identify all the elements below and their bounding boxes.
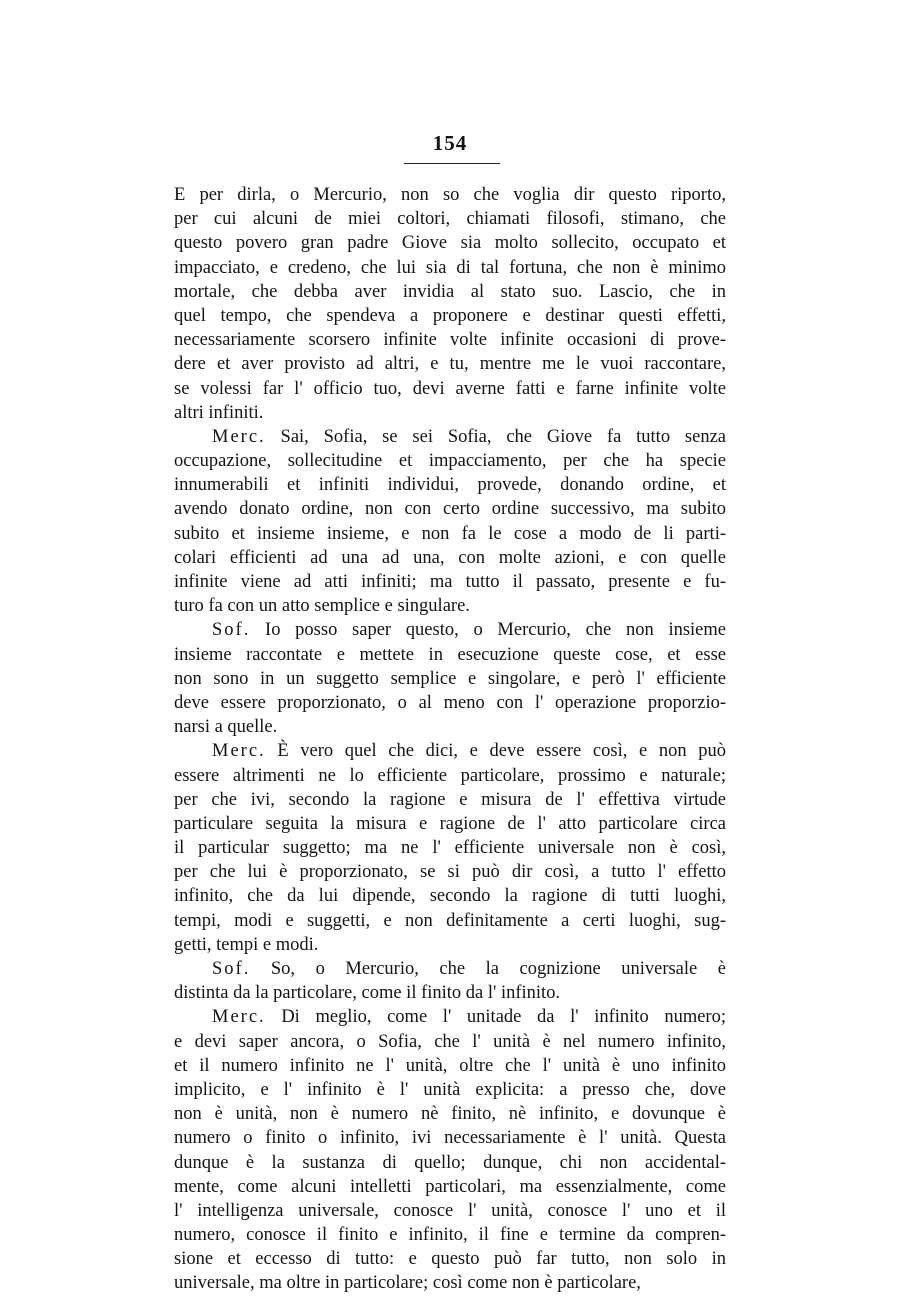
text-line — [174, 425, 726, 449]
text-line — [174, 352, 726, 376]
text-line — [174, 497, 726, 521]
line-text: non è unità, non è numero nè finito, nè infinito, e dovunque è — [174, 1104, 726, 1125]
text-line — [174, 546, 726, 570]
line-text: universale, ma oltre in particolare; così come non è particolare, — [174, 1273, 641, 1294]
line-text: particulare seguita la misura e ragione de l' atto particolare circa — [174, 813, 726, 834]
line-text: So, o Mercurio, che la cognizione universale è — [270, 959, 726, 979]
text-line — [174, 836, 726, 860]
line-text: distinta da la particolare, come il finito da l' infinito. — [174, 983, 561, 1004]
line-text: infinite viene ad atti infiniti; ma tutto il passato, presente e fu- — [174, 572, 726, 592]
text-line — [174, 183, 726, 207]
line-text: getti, tempi e modi. — [174, 934, 319, 955]
line-text: questo povero gran padre Giove sia molto sollecito, occupato et — [174, 233, 726, 254]
line-text: se volessi far l' officio tuo, devi averne fatti e farne infinite volte — [174, 378, 726, 399]
speaker-label: Sof. — [212, 620, 251, 641]
text-line — [174, 1175, 726, 1199]
text-line — [174, 401, 726, 425]
paragraph — [174, 425, 726, 619]
line-text: subito et insieme insieme, e non fa le cose a modo de li parti- — [174, 523, 726, 544]
line-text: e devi saper ancora, o Sofia, che l' unità è nel numero infinito, — [174, 1031, 726, 1052]
text-line — [174, 449, 726, 473]
text-line — [174, 570, 726, 594]
line-text: infinito, che da lui dipende, secondo la ragione di tutti luoghi, — [174, 886, 726, 907]
text-line — [174, 522, 726, 546]
text-line — [174, 667, 726, 691]
text-line — [174, 1030, 726, 1054]
text-line — [174, 1199, 726, 1223]
text-line — [174, 788, 726, 812]
line-text: mortale, che debba aver invidia al stato suo. Lascio, che in — [174, 281, 726, 302]
text-line — [174, 1271, 726, 1295]
text-line — [174, 1078, 726, 1102]
text-line — [174, 1247, 726, 1271]
line-text: mente, come alcuni intelletti particolari, ma essenzialmente, come — [174, 1176, 726, 1197]
line-text: sione et eccesso di tutto: e questo può far tutto, non solo in — [174, 1249, 726, 1270]
header-rule — [404, 163, 500, 164]
line-text: avendo donato ordine, non con certo ordine successivo, ma subito — [174, 499, 726, 520]
text-line — [174, 473, 726, 497]
text-line — [174, 1126, 726, 1150]
text-line — [174, 691, 726, 715]
paragraph — [174, 739, 726, 957]
line-text: per che lui è proporzionato, se si può dir così, a tutto l' effetto — [174, 862, 726, 883]
line-text: necessariamente scorsero infinite volte infinite occasioni di prove- — [174, 330, 726, 351]
line-text: Sai, Sofia, se sei Sofia, che Giove fa tutto senza — [280, 426, 727, 447]
text-line — [174, 377, 726, 401]
text-line — [174, 1005, 726, 1029]
paragraph — [174, 1005, 726, 1295]
text-line — [174, 884, 726, 908]
text-line — [174, 256, 726, 280]
line-text: narsi a quelle. — [174, 717, 278, 738]
line-text: non sono in un suggetto semplice e singolare, e però l' efficiente — [174, 668, 726, 689]
line-text: dere et aver provisto ad altri, e tu, mentre me le vuoi raccontare, — [174, 354, 726, 375]
paragraph — [174, 957, 726, 1005]
line-text: numero o finito o infinito, ivi necessariamente è l' unità. Questa — [174, 1128, 726, 1149]
line-text: tempi, modi e suggetti, e non definitamente a certi luoghi, sug- — [174, 910, 726, 931]
line-text: Io posso saper questo, o Mercurio, che non insieme — [265, 620, 726, 641]
line-text: quel tempo, che spendeva a proponere e destinar questi effetti, — [174, 305, 726, 326]
text-line — [174, 933, 726, 957]
text-line — [174, 957, 726, 981]
line-text: numero, conosce il finito e infinito, il fine e termine da compren- — [174, 1225, 726, 1246]
line-text: per cui alcuni de miei coltori, chiamati filosofi, stimano, che — [174, 209, 726, 230]
line-text: dunque è la sustanza di quello; dunque, chi non accidental- — [174, 1152, 726, 1173]
text-line — [174, 1054, 726, 1078]
text-line — [174, 1102, 726, 1126]
speaker-label: Sof. — [212, 959, 251, 979]
text-line — [174, 1151, 726, 1175]
line-text: implicito, e l' infinito è l' unità explicita: a presso che, dove — [174, 1079, 726, 1100]
body-text — [174, 183, 726, 1296]
text-line — [174, 909, 726, 933]
line-text: impacciato, e credeno, che lui sia di tal fortuna, che non è minimo — [174, 257, 726, 278]
text-line — [174, 715, 726, 739]
text-line — [174, 860, 726, 884]
text-line — [174, 207, 726, 231]
paragraph — [174, 618, 726, 739]
line-text: per che ivi, secondo la ragione e misura de l' effettiva virtude — [174, 789, 726, 810]
speaker-label: Merc. — [212, 741, 266, 762]
paragraph — [174, 183, 726, 425]
line-text: Di meglio, come l' unitade da l' infinito numero; — [281, 1007, 726, 1028]
text-line — [174, 280, 726, 304]
text-line — [174, 594, 726, 618]
line-text: È vero quel che dici, e deve essere così, e non può — [277, 741, 727, 762]
line-text: essere altrimenti ne lo efficiente particolare, prossimo e naturale; — [174, 765, 726, 786]
line-text: E per dirla, o Mercurio, non so che voglia dir questo riporto, — [174, 185, 726, 205]
line-text: et il numero infinito ne l' unità, oltre che l' unità è uno infinito — [174, 1055, 726, 1076]
line-text: deve essere proporzionato, o al meno con l' operazione proporzio- — [174, 692, 726, 713]
text-line — [174, 812, 726, 836]
text-line — [174, 328, 726, 352]
line-text: l' intelligenza universale, conosce l' unità, conosce l' uno et il — [174, 1200, 726, 1221]
line-text: innumerabili et infiniti individui, provede, donando ordine, et — [174, 475, 726, 496]
speaker-label: Merc. — [212, 426, 266, 447]
text-line — [174, 1223, 726, 1247]
text-line — [174, 643, 726, 667]
line-text: il particular suggetto; ma ne l' efficiente universale non è così, — [174, 838, 726, 859]
text-line — [174, 739, 726, 763]
text-line — [174, 764, 726, 788]
line-text: colari efficienti ad una ad una, con molte azioni, e con quelle — [174, 547, 726, 568]
text-line — [174, 304, 726, 328]
line-text: altri infiniti. — [174, 402, 264, 423]
text-line — [174, 231, 726, 255]
page-number: 154 — [432, 131, 468, 155]
line-text: occupazione, sollecitudine et impacciamento, per che ha specie — [174, 451, 726, 472]
line-text: insieme raccontate e mettete in esecuzione queste cose, et esse — [174, 644, 726, 665]
line-text: turo fa con un atto semplice e singulare. — [174, 596, 470, 617]
text-line — [174, 618, 726, 642]
speaker-label: Merc. — [212, 1007, 266, 1028]
text-line — [174, 981, 726, 1005]
